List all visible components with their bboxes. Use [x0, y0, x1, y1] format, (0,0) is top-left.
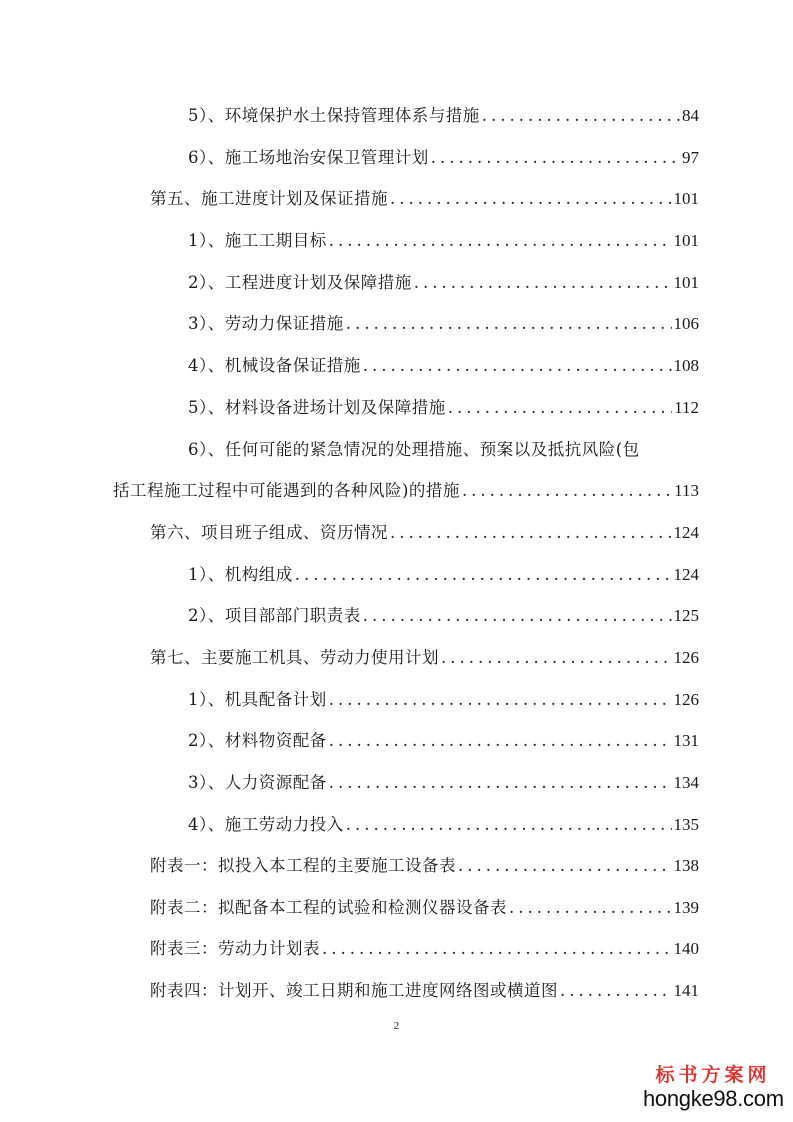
dot-leader — [363, 355, 672, 377]
dot-leader — [458, 855, 672, 877]
toc-entry-label: 1）、施工工期目标 — [188, 231, 327, 250]
dot-leader — [329, 772, 672, 794]
toc-entry-label: 1）、机构组成 — [188, 565, 293, 584]
dot-leader — [448, 397, 672, 419]
toc-entry[interactable] — [150, 522, 699, 544]
toc-entry-page: 101 — [673, 273, 699, 292]
toc-entry-label: 2）、材料物资配备 — [188, 731, 327, 750]
site-watermark — [643, 1066, 783, 1110]
toc-entry-label: 附表一：拟投入本工程的主要施工设备表 — [150, 856, 456, 875]
toc-entry[interactable] — [150, 855, 699, 877]
toc-entry-label: 4）、机械设备保证措施 — [188, 356, 361, 375]
dot-leader — [441, 647, 672, 669]
toc-entry-page: 112 — [674, 398, 699, 417]
toc-entry[interactable] — [188, 605, 699, 627]
toc-entry-page: 101 — [673, 189, 699, 208]
toc-entry-page: 124 — [673, 523, 699, 542]
toc-entry-page: 139 — [673, 898, 699, 917]
toc-entry-page: 97 — [682, 148, 699, 167]
dot-leader — [329, 689, 672, 711]
dot-leader — [414, 272, 672, 294]
dot-leader — [482, 105, 680, 127]
toc-entry-label: 附表四：计划开、竣工日期和施工进度网络图或横道图 — [150, 981, 558, 1000]
toc-entry[interactable] — [188, 105, 699, 127]
dot-leader — [560, 980, 672, 1002]
toc-entry-first-line[interactable] — [188, 439, 699, 461]
toc-entry-label: 附表二：拟配备本工程的试验和检测仪器设备表 — [150, 898, 507, 917]
toc-entry[interactable] — [150, 188, 699, 210]
watermark-title: 标书方案网 — [655, 1064, 771, 1086]
dot-leader — [329, 730, 672, 752]
toc-entry-page: 125 — [673, 606, 699, 625]
dot-leader — [346, 313, 672, 335]
dot-leader — [363, 605, 672, 627]
toc-entry-page: 131 — [673, 731, 699, 750]
toc-entry-label: 2）、工程进度计划及保障措施 — [188, 273, 412, 292]
toc-entry-label: 第五、施工进度计划及保证措施 — [150, 189, 388, 208]
toc-entry-page: 113 — [674, 481, 699, 500]
toc-entry-label: 第六、项目班子组成、资历情况 — [150, 523, 388, 542]
toc-entry-label: 1）、机具配备计划 — [188, 690, 327, 709]
toc-entry[interactable] — [150, 897, 699, 919]
toc-entry-label: 5）、环境保护水土保持管理体系与措施 — [188, 106, 480, 125]
toc-entry-page: 106 — [673, 314, 699, 333]
toc-entry-page: 124 — [673, 565, 699, 584]
toc-entry-page: 84 — [682, 106, 699, 125]
toc-entry-page: 140 — [673, 939, 699, 958]
toc-entry[interactable] — [150, 938, 699, 960]
toc-entry[interactable] — [188, 397, 699, 419]
toc-entry-label: 6）、施工场地治安保卫管理计划 — [188, 148, 429, 167]
toc-entry[interactable] — [188, 355, 699, 377]
toc-entry[interactable] — [150, 980, 699, 1002]
toc-entry-page: 126 — [673, 648, 699, 667]
dot-leader — [509, 897, 672, 919]
toc-entry[interactable] — [150, 647, 699, 669]
toc-entry-label: 第七、主要施工机具、劳动力使用计划 — [150, 648, 439, 667]
toc-entry-label: 4）、施工劳动力投入 — [188, 815, 344, 834]
dot-leader — [390, 522, 672, 544]
dot-leader — [295, 564, 672, 586]
toc-entry-page: 134 — [673, 773, 699, 792]
toc-entry-label: 2）、项目部部门职责表 — [188, 606, 361, 625]
toc-entry[interactable] — [188, 147, 699, 169]
dot-leader — [346, 814, 672, 836]
dot-leader — [462, 480, 672, 502]
toc-entry-page: 101 — [673, 231, 699, 250]
toc-entry-label: 3）、劳动力保证措施 — [188, 314, 344, 333]
dot-leader — [390, 188, 672, 210]
toc-entry-continuation[interactable] — [113, 480, 699, 502]
page-number: 2 — [393, 1020, 400, 1032]
toc-entry-page: 138 — [673, 856, 699, 875]
toc-entry[interactable] — [188, 564, 699, 586]
watermark-site: hongke98.com — [643, 1086, 784, 1111]
toc-entry-page: 141 — [673, 981, 699, 1000]
toc-entry-label: 5）、材料设备进场计划及保障措施 — [188, 398, 446, 417]
dot-leader — [431, 147, 680, 169]
dot-leader — [322, 938, 672, 960]
toc-entry[interactable] — [188, 772, 699, 794]
toc-entry-page: 108 — [673, 356, 699, 375]
toc-entry-page: 135 — [673, 815, 699, 834]
toc-entry[interactable] — [188, 313, 699, 335]
toc-entry-label: 3）、人力资源配备 — [188, 773, 327, 792]
toc-entry-label: 括工程施工过程中可能遇到的各种风险)的措施 — [113, 481, 460, 500]
toc-entry[interactable] — [188, 730, 699, 752]
toc-entry-label: 附表三：劳动力计划表 — [150, 939, 320, 958]
toc-entry-label: 6）、任何可能的紧急情况的处理措施、预案以及抵抗风险(包 — [188, 440, 640, 459]
toc-entry-page: 126 — [673, 690, 699, 709]
toc-entry[interactable] — [188, 814, 699, 836]
toc-entry[interactable] — [188, 230, 699, 252]
dot-leader — [329, 230, 672, 252]
toc-entry[interactable] — [188, 689, 699, 711]
toc-entry[interactable] — [188, 272, 699, 294]
